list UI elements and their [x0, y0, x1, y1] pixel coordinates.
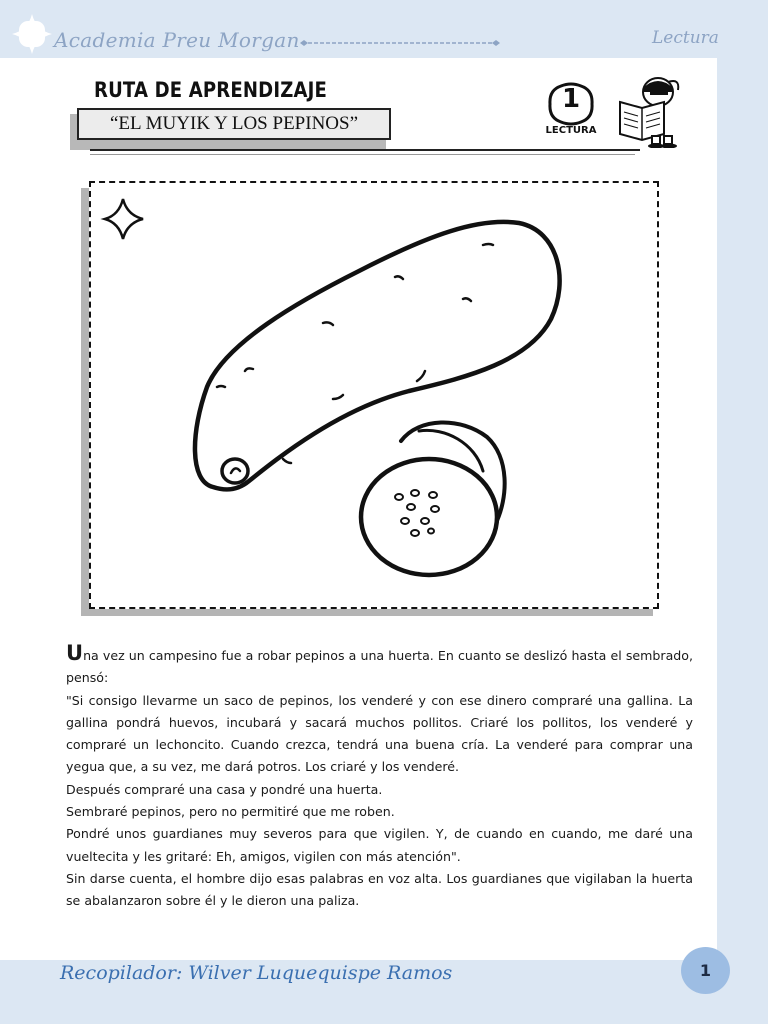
title-rule-thin — [90, 154, 635, 155]
story-paragraph-1 — [66, 641, 693, 690]
story-paragraph-6: Sin darse cuenta, el hombre dijo esas palabras en voz alta. Los guardianes que vigilaban la huerta se abalanzaron sobre él y le dieron una paliza. — [66, 870, 693, 909]
header-brand: Academia Preu Morgan — [54, 28, 300, 52]
header-subject: Lectura — [652, 28, 719, 48]
header-divider — [300, 38, 500, 48]
story-text — [66, 641, 693, 913]
title-rule — [90, 149, 640, 151]
page-number: 1 — [681, 947, 730, 994]
corner-star-icon — [10, 12, 54, 56]
cucumber-illustration — [89, 181, 659, 609]
story-title: “EL MUYIK Y LOS PEPINOS” — [77, 108, 391, 140]
cucumber-slice-icon — [361, 422, 505, 575]
frame-corner-star-icon — [105, 199, 143, 239]
lesson-label: LECTURA — [545, 125, 597, 136]
compiler-credit: Recopilador: Wilver Luquequispe Ramos — [60, 962, 453, 984]
section-heading: RUTA DE APRENDIZAJE — [94, 78, 328, 102]
drop-cap: U — [66, 641, 84, 665]
story-paragraph-4: Sembraré pepinos, pero no permitiré que me roben. — [66, 804, 395, 820]
cucumber-icon — [195, 222, 560, 490]
reading-child-icon — [612, 72, 684, 148]
right-margin-band — [717, 0, 768, 1024]
story-paragraph-2: "Si consigo llevarme un saco de pepinos, los venderé y con ese dinero compraré una gallina. La gallina pondrá huevos, incubará y sacará muchos pollitos. Criaré los pollitos, los venderé y compraré un lechoncito. Cuando crezca, tendrá una buena cría. La venderé para comprar una yegua que, a su vez, me dará potros. Los criaré y los venderé. — [66, 692, 693, 775]
lesson-number: 1 — [561, 84, 581, 114]
story-paragraph-1-text: na vez un campesino fue a robar pepinos a una huerta. En cuanto se deslizó hasta el sembrado, pensó: — [66, 648, 693, 686]
story-paragraph-5: Pondré unos guardianes muy severos para que vigilen. Y, de cuando en cuando, me daré una vueltecita y les gritaré: Eh, amigos, vigilen con más atención". — [66, 826, 693, 864]
story-paragraph-3: Después compraré una casa y pondré una huerta. — [66, 781, 383, 797]
